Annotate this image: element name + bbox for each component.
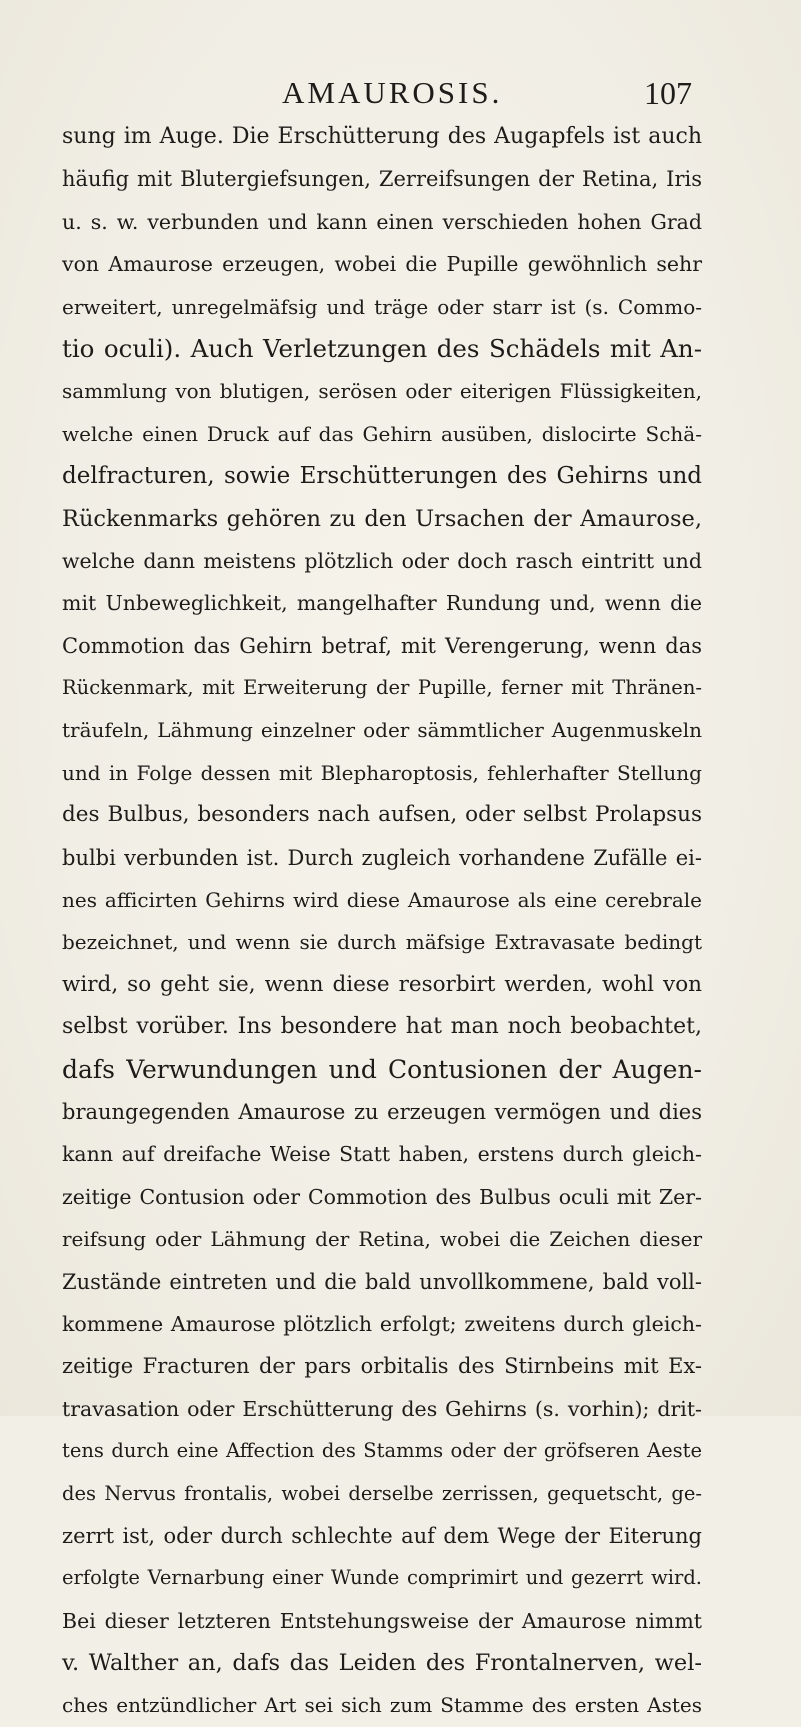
text-line: kommene Amaurose plötzlich erfolgt; zweitens durch gleich- bbox=[62, 1311, 702, 1336]
page-number: 107 bbox=[644, 75, 692, 111]
text-line: und in Folge dessen mit Blepharoptosis, fehlerhafter Stellung bbox=[62, 760, 702, 785]
text-line: bulbi verbunden ist. Durch zugleich vorhandene Zufälle ei- bbox=[62, 845, 702, 870]
text-line: delfracturen, sowie Erschütterungen des Gehirns und bbox=[62, 463, 702, 490]
text-line: zeitige Contusion oder Commotion des Bulbus oculi mit Zer- bbox=[62, 1184, 702, 1209]
page-header bbox=[0, 62, 801, 112]
text-line: Bei dieser letzteren Entstehungsweise der Amaurose nimmt bbox=[62, 1608, 702, 1633]
text-line: bezeichnet, und wenn sie durch mäfsige Extravasate bedingt bbox=[62, 930, 702, 955]
body-text bbox=[62, 116, 702, 1727]
text-line: v. Walther an, dafs das Leiden des Frontalnerven, wel- bbox=[62, 1650, 702, 1677]
text-line: des Nervus frontalis, wobei derselbe zerrissen, gequetscht, ge- bbox=[62, 1481, 702, 1505]
text-line: sung im Auge. Die Erschütterung des Augapfels ist auch bbox=[62, 124, 702, 149]
text-line: zeitige Fracturen der pars orbitalis des Stirnbeins mit Ex- bbox=[62, 1354, 702, 1379]
text-line: u. s. w. verbunden und kann einen verschieden hohen Grad bbox=[62, 209, 702, 234]
text-line: träufeln, Lähmung einzelner oder sämmtlicher Augenmuskeln bbox=[62, 718, 702, 743]
text-line: Commotion das Gehirn betraf, mit Verengerung, wenn das bbox=[62, 633, 702, 658]
text-line: des Bulbus, besonders nach aufsen, oder selbst Prolapsus bbox=[62, 802, 702, 828]
text-line: braungegenden Amaurose zu erzeugen vermögen und dies bbox=[62, 1099, 702, 1124]
running-title: AMAUROSIS. bbox=[282, 75, 503, 110]
text-line: wird, so geht sie, wenn diese resorbirt werden, wohl von bbox=[62, 971, 702, 997]
text-line: mit Unbeweglichkeit, mangelhafter Rundung und, wenn die bbox=[62, 591, 702, 616]
text-line: sammlung von blutigen, serösen oder eiterigen Flüssigkeiten, bbox=[62, 379, 702, 404]
text-line: nes afficirten Gehirns wird diese Amaurose als eine cerebrale bbox=[62, 888, 702, 913]
text-line: von Amaurose erzeugen, wobei die Pupille gewöhnlich sehr bbox=[62, 252, 702, 277]
text-line: Rückenmarks gehören zu den Ursachen der Amaurose, bbox=[62, 505, 702, 532]
text-line: ches entzündlicher Art sei sich zum Stamme des ersten Astes bbox=[62, 1693, 702, 1718]
text-line: zerrt ist, oder durch schlechte auf dem Wege der Eiterung bbox=[62, 1523, 702, 1548]
text-line: welche einen Druck auf das Gehirn ausüben, dislocirte Schä- bbox=[62, 421, 702, 446]
text-line: häufig mit Blutergiefsungen, Zerreifsungen der Retina, Iris bbox=[62, 167, 702, 192]
text-line: dafs Verwundungen und Contusionen der Augen- bbox=[62, 1054, 702, 1084]
text-line: reifsung oder Lähmung der Retina, wobei die Zeichen dieser bbox=[62, 1227, 702, 1252]
text-line: tio oculi). Auch Verletzungen des Schädels mit An- bbox=[62, 333, 702, 363]
text-line: Zustände eintreten und die bald unvollkommene, bald voll- bbox=[62, 1269, 702, 1294]
text-line: travasation oder Erschütterung des Gehirns (s. vorhin); drit- bbox=[62, 1396, 702, 1421]
text-line: selbst vorüber. Ins besondere hat man noch beobachtet, bbox=[62, 1014, 702, 1040]
text-line: erweitert, unregelmäfsig und träge oder starr ist (s. Commo- bbox=[62, 294, 702, 319]
text-line: tens durch eine Affection des Stamms oder der gröfseren Aeste bbox=[62, 1439, 702, 1463]
text-line: kann auf dreifache Weise Statt haben, erstens durch gleich- bbox=[62, 1142, 702, 1167]
text-line: Rückenmark, mit Erweiterung der Pupille, ferner mit Thränen- bbox=[62, 676, 702, 700]
text-line: welche dann meistens plötzlich oder doch rasch eintritt und bbox=[62, 548, 702, 573]
text-line: erfolgte Vernarbung einer Wunde comprimirt und gezerrt wird. bbox=[62, 1566, 702, 1590]
